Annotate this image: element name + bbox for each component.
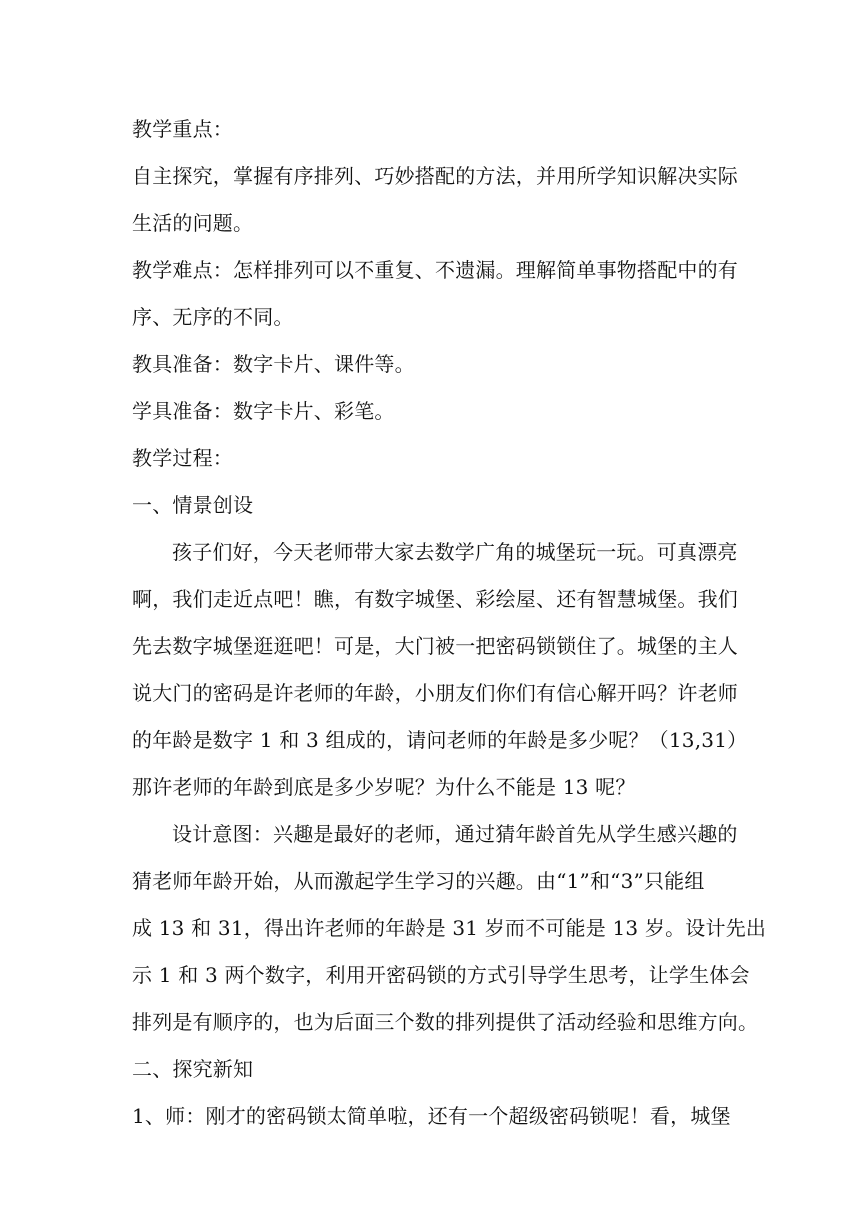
paragraph-line: 先去数字城堡逛逛吧！可是，大门被一把密码锁锁住了。城堡的主人 [132,634,738,658]
heading-teaching-focus: 教学重点： [132,117,233,141]
paragraph-line: 设计意图：兴趣是最好的老师，通过猜年龄首先从学生感兴趣的 [172,822,738,846]
paragraph-line: 示 1 和 3 两个数字，利用开密码锁的方式引导学生思考，让学生体会 [132,963,750,987]
heading-teaching-process: 教学过程： [132,446,233,470]
paragraph-line: 的年龄是数字 1 和 3 组成的，请问老师的年龄是多少呢？（13,31） [132,728,748,752]
paragraph-line: 那许老师的年龄到底是多少岁呢？为什么不能是 13 呢？ [132,775,636,799]
paragraph-line: 排列是有顺序的，也为后面三个数的排列提供了活动经验和思维方向。 [132,1010,759,1034]
paragraph-line: 说大门的密码是许老师的年龄，小朋友们你们有信心解开吗？许老师 [132,681,738,705]
paragraph-line: 自主探究，掌握有序排列、巧妙搭配的方法，并用所学知识解决实际 [132,164,738,188]
paragraph-line: 啊，我们走近点吧！瞧，有数字城堡、彩绘屋、还有智慧城堡。我们 [132,587,738,611]
paragraph-line: 教具准备：数字卡片、课件等。 [132,352,415,376]
paragraph-line: 生活的问题。 [132,211,254,235]
paragraph-line: 学具准备：数字卡片、彩笔。 [132,399,395,423]
paragraph-line: 猜老师年龄开始，从而激起学生学习的兴趣。由“1”和“3”只能组 [132,869,705,893]
section-heading-1: 一、情景创设 [132,493,254,517]
paragraph-line: 孩子们好，今天老师带大家去数学广角的城堡玩一玩。可真漂亮 [172,540,738,564]
section-heading-2: 二、探究新知 [132,1057,254,1081]
paragraph-line: 教学难点：怎样排列可以不重复、不遗漏。理解简单事物搭配中的有 [132,258,738,282]
paragraph-line: 序、无序的不同。 [132,305,294,329]
paragraph-line: 1、师：刚才的密码锁太简单啦，还有一个超级密码锁呢！看，城堡 [132,1104,731,1128]
document-body [132,112,767,1146]
paragraph-line: 成 13 和 31，得出许老师的年龄是 31 岁而不可能是 13 岁。设计先出 [132,916,767,940]
